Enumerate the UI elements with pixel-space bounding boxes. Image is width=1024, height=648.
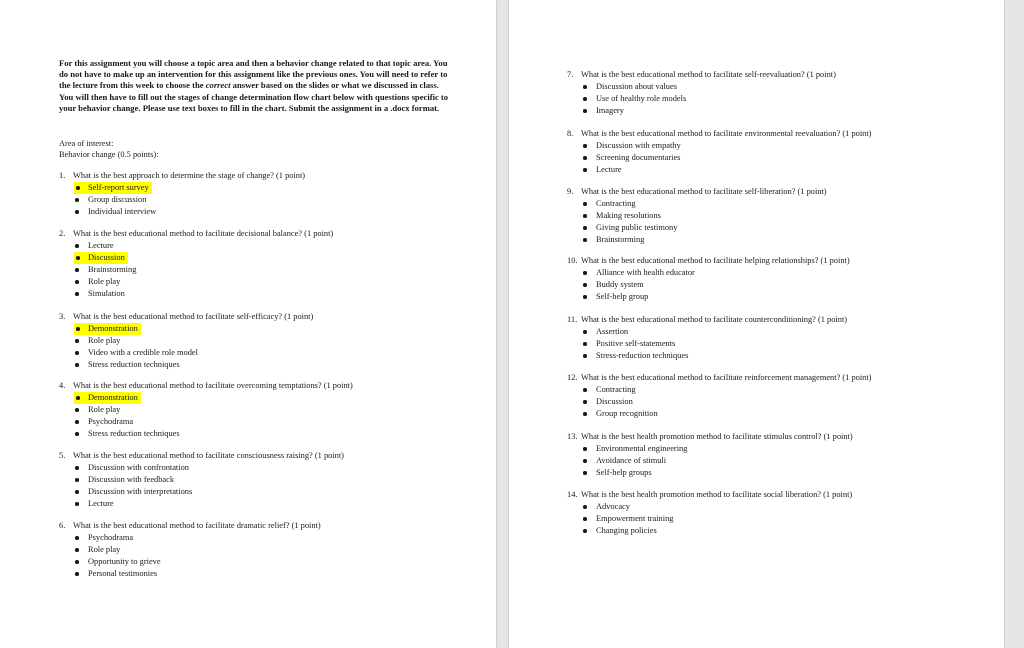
option-list: [567, 384, 871, 420]
question-14: [567, 489, 852, 537]
answer-option: Psychodrama: [59, 416, 353, 428]
answer-option: Positive self-statements: [567, 338, 847, 350]
option-list: [567, 140, 871, 176]
option-list: [59, 182, 305, 218]
answer-option: Discussion with confrontation: [59, 462, 344, 474]
answer-option: Giving public testimony: [567, 222, 827, 234]
question-title: [59, 520, 321, 532]
assignment-instructions: [59, 58, 449, 114]
question-number: 11.: [567, 315, 578, 324]
question-number: 2.: [59, 229, 66, 238]
question-text: What is the best educational method to facilitate consciousness raising? (1 point): [73, 451, 344, 460]
answer-option: Discussion with interpretations: [59, 486, 344, 498]
option-list: [567, 501, 852, 537]
answer-option: Lecture: [59, 498, 344, 510]
question-title: [567, 186, 827, 198]
answer-option: Group recognition: [567, 408, 871, 420]
question-3: [59, 311, 313, 371]
answer-option: Screening documentaries: [567, 152, 871, 164]
option-list: [567, 267, 850, 303]
question-title: [567, 314, 847, 326]
question-10: [567, 255, 850, 303]
question-title: [59, 311, 313, 323]
question-text: What is the best approach to determine the stage of change? (1 point): [73, 171, 306, 180]
question-13: [567, 431, 853, 479]
question-text: What is the best educational method to facilitate decisional balance? (1 point): [73, 229, 334, 238]
question-title: [567, 128, 871, 140]
question-1: [59, 170, 305, 218]
question-5: [59, 450, 344, 510]
answer-option: Environmental engineering: [567, 443, 853, 455]
question-number: 14.: [567, 490, 578, 499]
area-of-interest-label: Area of interest:: [59, 139, 114, 148]
answer-option: Imagery: [567, 105, 836, 117]
document-page-left: [0, 0, 496, 648]
question-text: What is the best educational method to facilitate environmental reevaluation? (1 point): [581, 129, 872, 138]
answer-option: Role play: [59, 544, 321, 556]
question-number: 6.: [59, 521, 66, 530]
question-number: 5.: [59, 451, 66, 460]
answer-option: Avoidance of stimuli: [567, 455, 853, 467]
highlighted-answer-option: Discussion: [74, 252, 128, 264]
question-12: [567, 372, 871, 420]
answer-option: Individual interview: [59, 206, 305, 218]
question-number: 4.: [59, 381, 66, 390]
answer-option: Advocacy: [567, 501, 852, 513]
question-title: [59, 170, 305, 182]
answer-option: Contracting: [567, 384, 871, 396]
question-text: What is the best health promotion method to facilitate stimulus control? (1 point): [581, 432, 853, 441]
answer-option: Stress reduction techniques: [59, 359, 313, 371]
question-text: What is the best educational method to facilitate counterconditioning? (1 point): [581, 315, 848, 324]
answer-option: Use of healthy role models: [567, 93, 836, 105]
answer-option: Stress-reduction techniques: [567, 350, 847, 362]
option-list: [567, 198, 827, 246]
answer-option: Personal testimonies: [59, 568, 321, 580]
answer-option: Video with a credible role model: [59, 347, 313, 359]
question-text: What is the best educational method to facilitate overcoming temptations? (1 point): [73, 381, 353, 390]
option-list: [59, 240, 333, 300]
question-title: [567, 489, 852, 501]
answer-option: Discussion with empathy: [567, 140, 871, 152]
question-title: [567, 69, 836, 81]
answer-option: Discussion with feedback: [59, 474, 344, 486]
highlighted-answer-option: Self-report survey: [74, 182, 152, 194]
answer-option: Brainstorming: [567, 234, 827, 246]
question-title: [567, 431, 853, 443]
answer-option: Changing policies: [567, 525, 852, 537]
question-number: 8.: [567, 129, 574, 138]
answer-option: Empowerment training: [567, 513, 852, 525]
highlighted-answer-option: Demonstration: [74, 392, 141, 404]
question-number: 9.: [567, 187, 574, 196]
question-text: What is the best educational method to facilitate self-efficacy? (1 point): [73, 312, 314, 321]
instructions-text-2: answer based on the slides or what we discussed in class. You will then have to fill out the stages of change determination flow chart below with questions specific to your behavior change. Please use text boxes to fill in the chart. Submit the assignment in a .docx format.: [59, 80, 449, 113]
question-text: What is the best educational method to facilitate self-reevaluation? (1 point): [581, 70, 836, 79]
answer-option: Discussion: [567, 396, 871, 408]
option-list: [59, 323, 313, 371]
answer-option: Lecture: [567, 164, 871, 176]
question-4: [59, 380, 353, 440]
answer-option: Contracting: [567, 198, 827, 210]
question-number: 10.: [567, 256, 578, 265]
question-title: [59, 228, 333, 240]
option-list: [59, 462, 344, 510]
question-title: [567, 255, 850, 267]
question-7: [567, 69, 836, 117]
question-number: 7.: [567, 70, 574, 79]
question-9: [567, 186, 827, 246]
question-text: What is the best educational method to facilitate helping relationships? (1 point): [581, 256, 850, 265]
question-text: What is the best educational method to facilitate self-liberation? (1 point): [581, 187, 827, 196]
answer-option: Lecture: [59, 240, 333, 252]
answer-option: Simulation: [59, 288, 333, 300]
answer-option: Brainstorming: [59, 264, 333, 276]
behavior-change-label: Behavior change (0.5 points):: [59, 150, 159, 159]
option-list: [59, 392, 353, 440]
answer-option: Discussion about values: [567, 81, 836, 93]
question-text: What is the best educational method to facilitate reinforcement management? (1 point): [581, 373, 872, 382]
question-11: [567, 314, 847, 362]
question-title: [59, 450, 344, 462]
answer-option: Role play: [59, 335, 313, 347]
option-list: [567, 81, 836, 117]
highlighted-answer-option: Demonstration: [74, 323, 141, 335]
answer-option: Alliance with health educator: [567, 267, 850, 279]
option-list: [567, 326, 847, 362]
question-6: [59, 520, 321, 580]
answer-option: Group discussion: [59, 194, 305, 206]
question-number: 3.: [59, 312, 66, 321]
answer-option: Stress reduction techniques: [59, 428, 353, 440]
question-2: [59, 228, 333, 300]
instructions-text-1: For this assignment you will choose a topic area and then a behavior change related to that topic area. You do not have to make up an intervention for this assignment like the previous ones. You will need to refer to the lecture from this week to choose the: [59, 58, 448, 91]
question-text: What is the best health promotion method to facilitate social liberation? (1 point): [581, 490, 853, 499]
answer-option: Psychodrama: [59, 532, 321, 544]
answer-option: Buddy system: [567, 279, 850, 291]
answer-option: Self-help groups: [567, 467, 853, 479]
document-page-right: [509, 0, 1004, 648]
answer-option: Role play: [59, 276, 333, 288]
question-text: What is the best educational method to facilitate dramatic relief? (1 point): [73, 521, 321, 530]
option-list: [567, 443, 853, 479]
question-title: [59, 380, 353, 392]
instructions-emphasis: correct: [205, 80, 231, 91]
question-8: [567, 128, 871, 176]
question-number: 13.: [567, 432, 578, 441]
question-number: 1.: [59, 171, 66, 180]
option-list: [59, 532, 321, 580]
answer-option: Opportunity to grieve: [59, 556, 321, 568]
answer-option: Role play: [59, 404, 353, 416]
answer-option: Making resolutions: [567, 210, 827, 222]
question-number: 12.: [567, 373, 578, 382]
answer-option: Assertion: [567, 326, 847, 338]
answer-option: Self-help group: [567, 291, 850, 303]
question-title: [567, 372, 871, 384]
